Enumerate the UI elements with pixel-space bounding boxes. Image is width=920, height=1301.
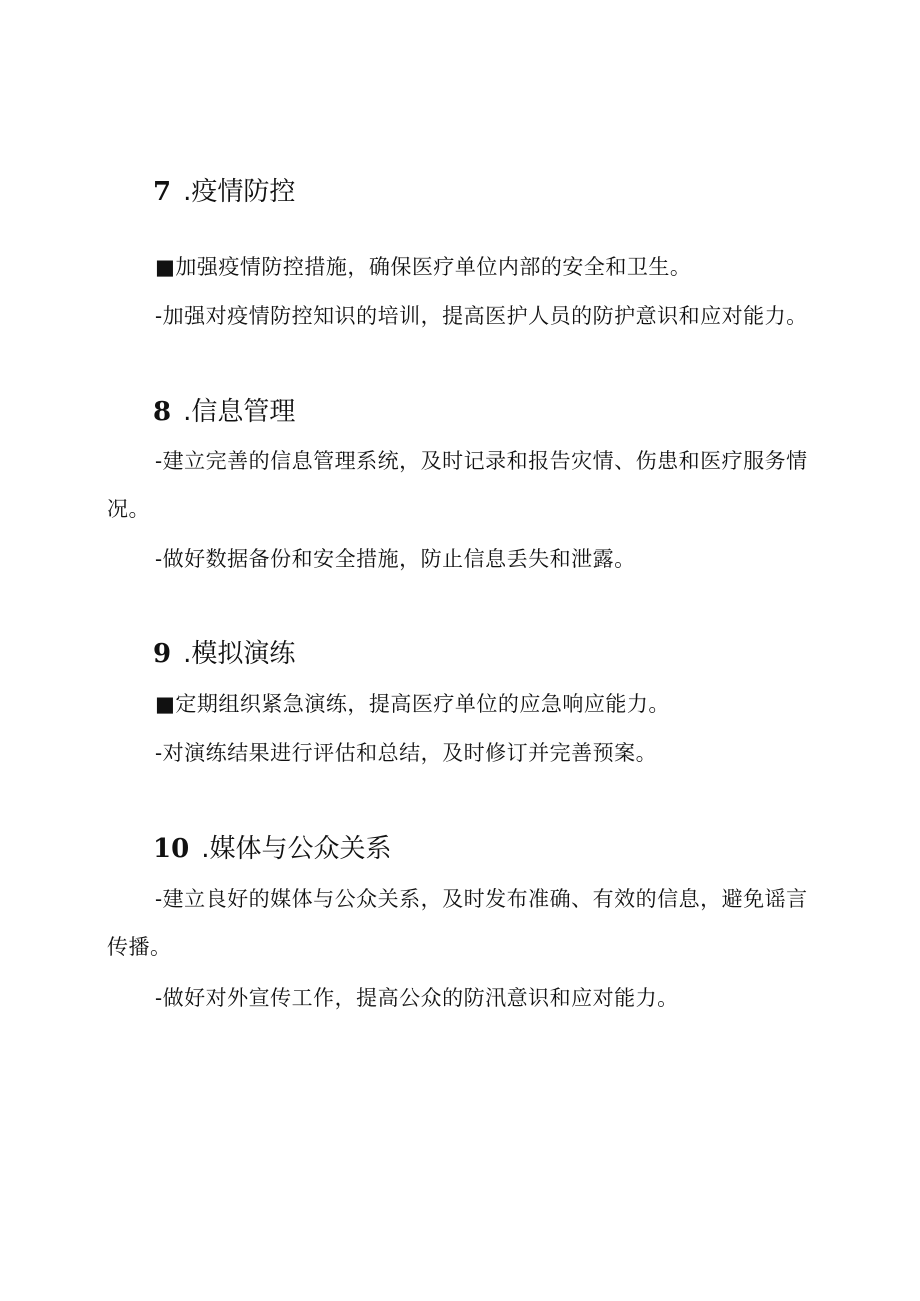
section-8-item-2: -做好数据备份和安全措施，防止信息丢失和泄露。 [155, 547, 636, 571]
section-heading-9 [153, 637, 295, 671]
section-title: .媒体与公众关系 [201, 834, 392, 864]
section-heading-7 [153, 175, 295, 209]
section-number: 10 [153, 834, 190, 864]
section-10-item-1: -建立良好的媒体与公众关系，及时发布准确、有效的信息，避免谣言传播。 [107, 887, 808, 959]
section-8-item-1: -建立完善的信息管理系统，及时记录和报告灾情、伤患和医疗服务情况。 [107, 449, 808, 521]
section-9-item-2: -对演练结果进行评估和总结，及时修订并完善预案。 [155, 741, 658, 765]
section-heading-8 [153, 395, 295, 429]
section-title: .信息管理 [183, 397, 296, 427]
section-7-item-2: -加强对疫情防控知识的培训，提高医护人员的防护意识和应对能力。 [155, 304, 808, 328]
section-9-item-1: ■定期组织紧急演练，提高医疗单位的应急响应能力。 [155, 692, 670, 716]
section-10-item-2: -做好对外宣传工作，提高公众的防汛意识和应对能力。 [155, 986, 679, 1010]
section-heading-10 [153, 832, 391, 866]
section-title: .模拟演练 [183, 639, 296, 669]
section-number: 9 [153, 639, 172, 669]
section-number: 7 [153, 177, 172, 207]
section-number: 8 [153, 397, 172, 427]
section-7-item-1: ■加强疫情防控措施，确保医疗单位内部的安全和卫生。 [155, 255, 692, 279]
section-title: .疫情防控 [183, 177, 296, 207]
